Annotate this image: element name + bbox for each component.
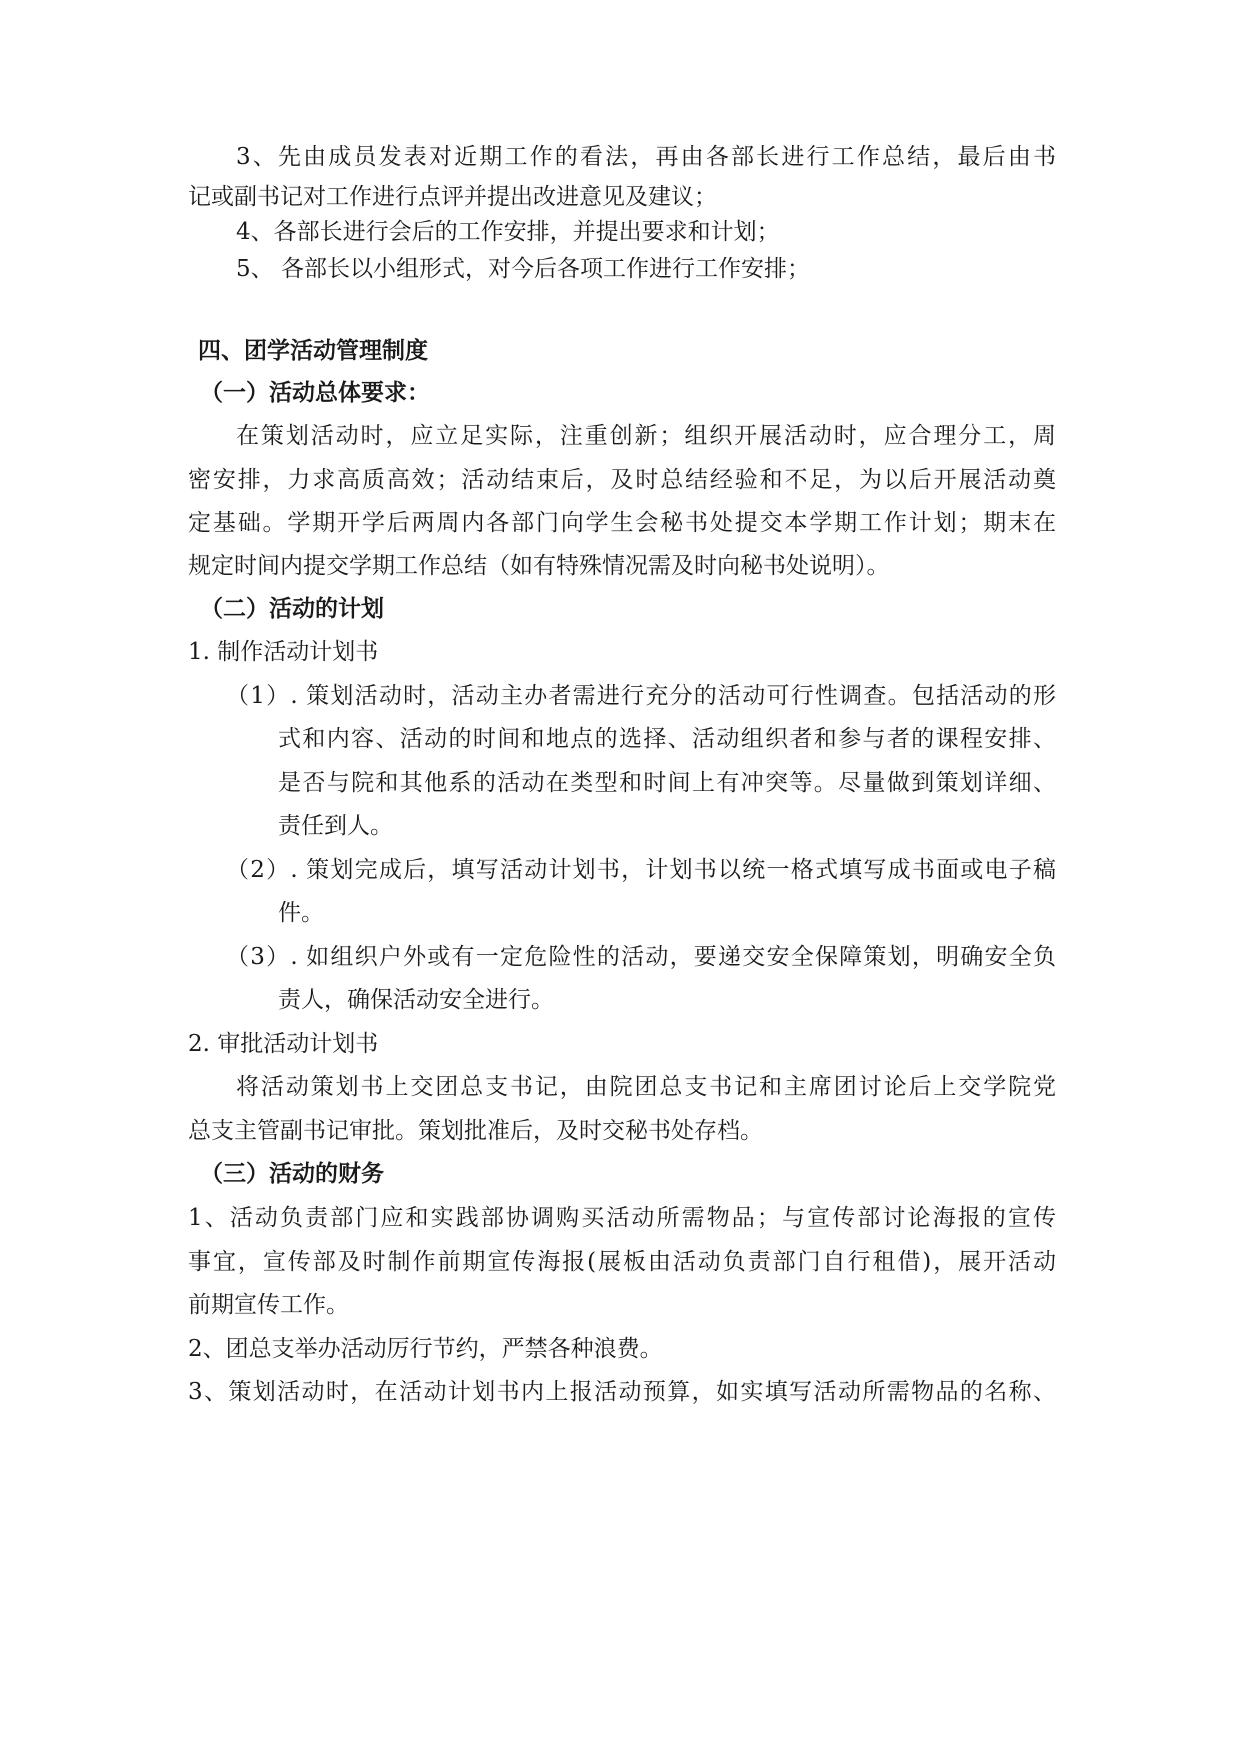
subsection-1-title: （一）活动总体要求： [200,380,430,406]
sub2-p1-line-1: （1）. 策划活动时，活动主办者需进行充分的活动可行性调查。包括活动的形 [226,683,1056,709]
list-item-5: 5、 各部长以小组形式，对今后各项工作进行工作安排； [236,256,810,282]
sub1-line-4: 规定时间内提交学期工作总结（如有特殊情况需及时向秘书处说明）。 [188,553,890,579]
sub3-line-2: 事宜，宣传部及时制作前期宣传海报(展板由活动负责部门自行租借)，展开活动 [188,1249,1056,1275]
sub2-p1-line-3: 是否与院和其他系的活动在类型和时间上有冲突等。尽量做到策划详细、 [278,770,1056,796]
sub2-p3-line-2: 责人，确保活动安全进行。 [278,987,554,1013]
sub2-item-2-line-1: 将活动策划书上交团总支书记，由院团总支书记和主席团讨论后上交学院党 [236,1074,1056,1100]
sub2-item-2-line-2: 总支主管副书记审批。策划批准后，及时交秘书处存档。 [188,1118,763,1144]
sub1-line-1: 在策划活动时，应立足实际，注重创新；组织开展活动时，应合理分工，周 [236,423,1056,449]
sub2-p2-line-2: 件。 [278,900,324,926]
sub3-line-4: 2、团总支举办活动厉行节约，严禁各种浪费。 [188,1336,663,1362]
sub2-p2-line-1: （2）. 策划完成后，填写活动计划书，计划书以统一格式填写成书面或电子稿 [226,857,1056,883]
sub2-p3-line-1: （3）. 如组织户外或有一定危险性的活动，要递交安全保障策划，明确安全负 [226,944,1056,970]
list-item-4: 4、各部长进行会后的工作安排，并提出要求和计划； [236,219,780,245]
sub2-p1-line-4: 责任到人。 [278,813,393,839]
subsection-3-title: （三）活动的财务 [200,1161,384,1187]
list-item-3-line-2: 记或副书记对工作进行点评并提出改进意见及建议； [188,184,717,210]
sub1-line-3: 定基础。学期开学后两周内各部门向学生会秘书处提交本学期工作计划；期末在 [188,510,1056,536]
sub2-p1-line-2: 式和内容、活动的时间和地点的选择、活动组织者和参与者的课程安排、 [278,726,1056,752]
sub3-line-3: 前期宣传工作。 [188,1292,349,1318]
section-title: 四、团学活动管理制度 [198,338,428,364]
document-page [188,0,1056,1754]
sub2-item-2-title: 2. 审批活动计划书 [188,1031,379,1057]
sub2-item-1-title: 1. 制作活动计划书 [188,639,379,665]
sub3-line-5: 3、策划活动时，在活动计划书内上报活动预算，如实填写活动所需物品的名称、 [188,1379,1056,1405]
subsection-2-title: （二）活动的计划 [200,596,384,622]
sub1-line-2: 密安排，力求高质高效；活动结束后，及时总结经验和不足，为以后开展活动奠 [188,467,1056,493]
sub3-line-1: 1、活动负责部门应和实践部协调购买活动所需物品；与宣传部讨论海报的宣传 [188,1205,1056,1231]
list-item-3-line-1: 3、先由成员发表对近期工作的看法，再由各部长进行工作总结，最后由书 [236,144,1056,170]
